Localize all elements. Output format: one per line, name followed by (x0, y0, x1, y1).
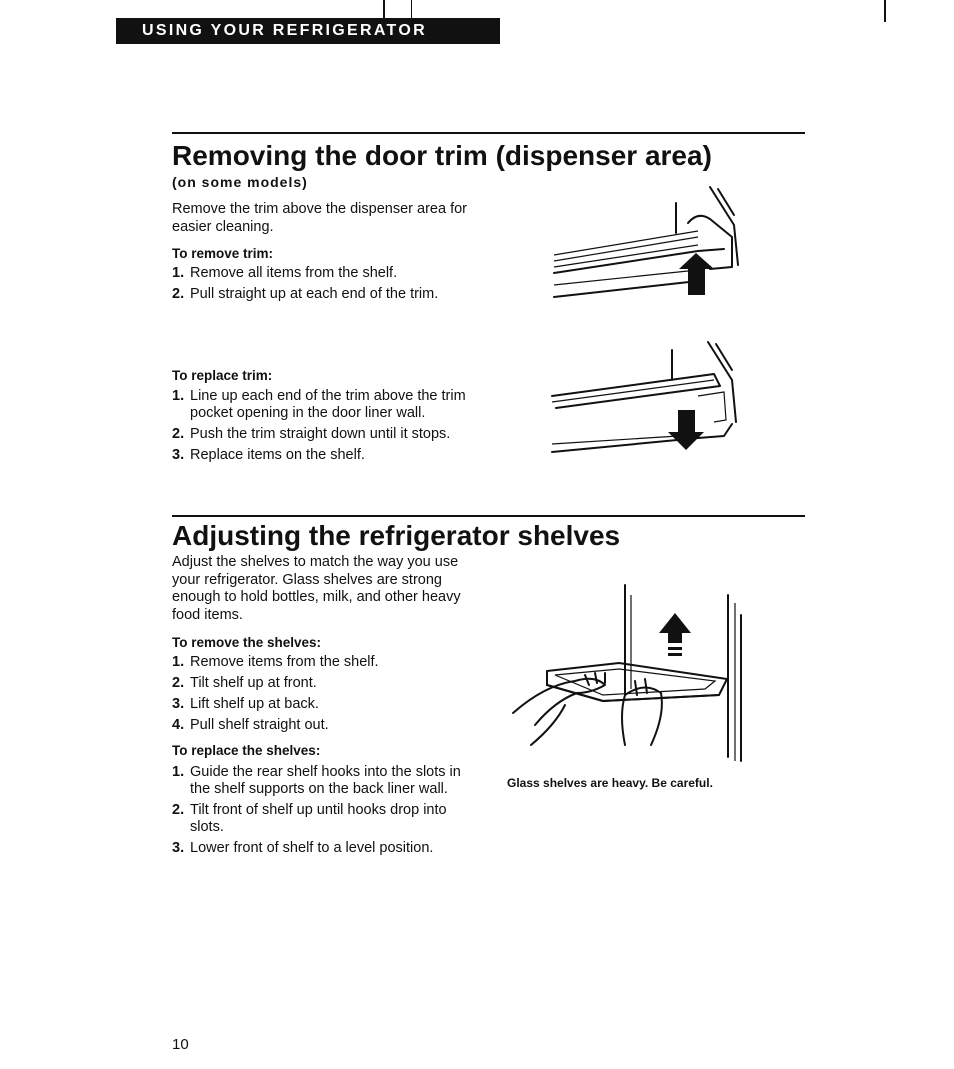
section-header-bar: USING YOUR REFRIGERATOR (116, 18, 500, 44)
section-divider (172, 515, 805, 517)
list-item: 1. Remove items from the shelf. (172, 654, 379, 670)
replace-shelves-steps (172, 764, 468, 857)
intro-paragraph: Remove the trim above the dispenser area for easier cleaning. (172, 201, 467, 235)
remove-shelves-steps (172, 654, 492, 734)
list-item: 2. Pull straight up at each end of the trim. (172, 286, 439, 302)
remove-trim-illustration (548, 185, 748, 305)
list-item: 2. Tilt shelf up at front. (172, 675, 317, 691)
replace-trim-illustration (548, 340, 748, 465)
margin-mark (884, 0, 886, 22)
figure-caption: Glass shelves are heavy. Be careful. (507, 776, 713, 790)
list-item: 4. Pull shelf straight out. (172, 717, 329, 733)
page-number: 10 (172, 1036, 189, 1053)
shelf-removal-illustration (505, 585, 750, 765)
section-divider (172, 132, 805, 134)
intro-paragraph: Adjust the shelves to match the way you use your refrigerator. Glass shelves are strong enough to hold bottles, milk, and other heavy food items. (172, 554, 461, 623)
list-item: 2. Tilt front of shelf up until hooks drop into slots. (172, 802, 447, 835)
list-item: 1. Remove all items from the shelf. (172, 265, 398, 281)
remove-trim-heading: To remove trim: (172, 246, 274, 261)
replace-trim-steps (172, 388, 472, 464)
header-tick-mark (383, 0, 385, 18)
list-item: 3. Lower front of shelf to a level position. (172, 840, 434, 856)
list-item: 2. Push the trim straight down until it stops. (172, 426, 451, 442)
list-item: 1. Line up each end of the trim above the trim pocket opening in the door liner wall. (172, 388, 466, 421)
replace-trim-heading: To replace trim: (172, 368, 273, 383)
section-subtitle: (on some models) (172, 174, 308, 190)
header-tick-mark (411, 0, 412, 18)
list-item: 3. Replace items on the shelf. (172, 447, 365, 463)
list-item: 1. Guide the rear shelf hooks into the slots in the shelf supports on the back liner wall. (172, 764, 461, 797)
replace-shelves-heading: To replace the shelves: (172, 743, 321, 758)
list-item: 3. Lift shelf up at back. (172, 696, 319, 712)
section-title-shelves: Adjusting the refrigerator shelves (172, 520, 621, 551)
section-title-door-trim: Removing the door trim (dispenser area) (172, 140, 712, 171)
remove-shelves-heading: To remove the shelves: (172, 635, 322, 650)
remove-trim-steps (172, 265, 492, 303)
